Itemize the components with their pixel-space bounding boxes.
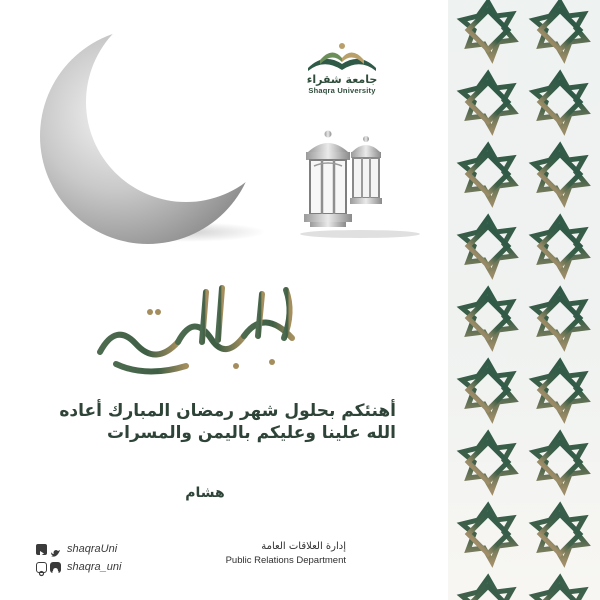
- youtube-icon[interactable]: [36, 544, 47, 555]
- social-handles: [36, 540, 176, 576]
- calligraphy-artwork: [86, 282, 316, 382]
- lanterns-icon: [300, 130, 440, 240]
- logo-english-name: Shaqra University: [308, 86, 376, 95]
- social-handle-2[interactable]: shaqra_uni: [67, 561, 122, 573]
- book-logo-icon: [300, 38, 384, 74]
- twitter-icon[interactable]: [50, 544, 61, 555]
- social-row-2: [36, 558, 176, 576]
- greeting-line-1: أهنئكم بحلول شهر رمضان المبارك أعاده: [59, 401, 396, 421]
- geometric-pattern-band: [448, 0, 600, 600]
- department-english: Public Relations Department: [225, 555, 346, 566]
- department-block: [206, 540, 346, 568]
- greeting-message: [50, 400, 396, 444]
- signature-name: هشام: [185, 485, 225, 501]
- university-logo: [300, 38, 384, 106]
- snapchat-icon[interactable]: [50, 562, 61, 573]
- crescent-moon-icon: [36, 24, 266, 254]
- social-handle-1[interactable]: shaqraUni: [67, 543, 118, 555]
- calligraphy-icon: [86, 282, 316, 382]
- greeting-line-2: الله علينا وعليكم باليمن والمسرات: [107, 423, 396, 443]
- geometric-pattern-icon: [448, 0, 600, 600]
- instagram-icon[interactable]: [36, 562, 47, 573]
- social-row-1: [36, 540, 176, 558]
- logo-arabic-name: جامعة شقراء: [306, 73, 378, 86]
- department-arabic: إدارة العلاقات العامة: [261, 541, 346, 552]
